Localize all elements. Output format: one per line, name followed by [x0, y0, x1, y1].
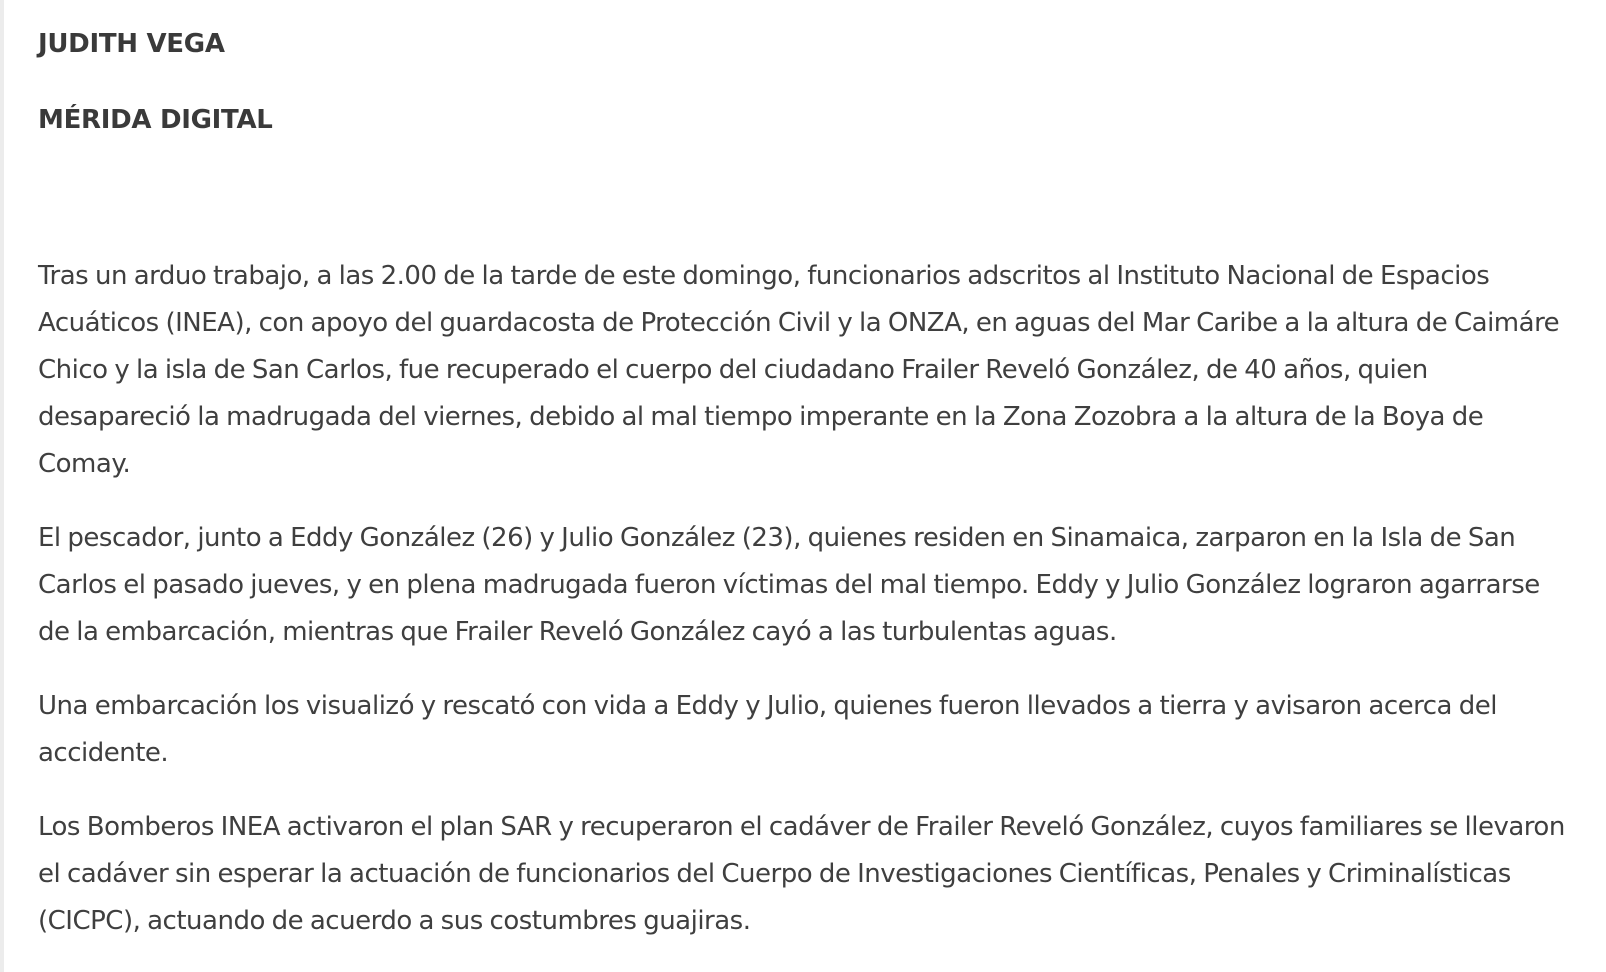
article-paragraph: Una embarcación los visualizó y rescató con vida a Eddy y Julio, quienes fueron llevados a tierra y avisaron acerca del accidente.	[38, 691, 1497, 768]
article-paragraph: Tras un arduo trabajo, a las 2.00 de la tarde de este domingo, funcionarios adscritos al Instituto Nacional de Espacios Acuáticos (INEA), con apoyo del guardacosta de Protección Civil y la ONZA, en aguas del Mar Caribe a la altura de Caimáre Chico y la isla de San Carlos, fue recuperado el cuerpo del ciudadano Frailer Reveló González, de 40 años, quien desapareció la madrugada del viernes, debido al mal tiempo imperante en la Zona Zozobra a la altura de la Boya de Comay.	[38, 261, 1560, 479]
article-paragraph: El pescador, junto a Eddy González (26) y Julio González (23), quienes residen en Sinamaica, zarparon en la Isla de San Carlos el pasado jueves, y en plena madrugada fueron víctimas del mal tiempo. Eddy y Julio González lograron agarrarse de la embarcación, mientras que Frailer Reveló González cayó a las turbulentas aguas.	[38, 523, 1540, 647]
article-body	[38, 253, 1578, 945]
author-byline: JUDITH VEGA	[38, 29, 225, 59]
source-byline: MÉRIDA DIGITAL	[38, 105, 273, 135]
article-paragraph: Los Bomberos INEA activaron el plan SAR y recuperaron el cadáver de Frailer Reveló González, cuyos familiares se llevaron el cadáver sin esperar la actuación de funcionarios del Cuerpo de Investigaciones Científicas, Penales y Criminalísticas (CICPC), actuando de acuerdo a sus costumbres guajiras.	[38, 812, 1565, 936]
